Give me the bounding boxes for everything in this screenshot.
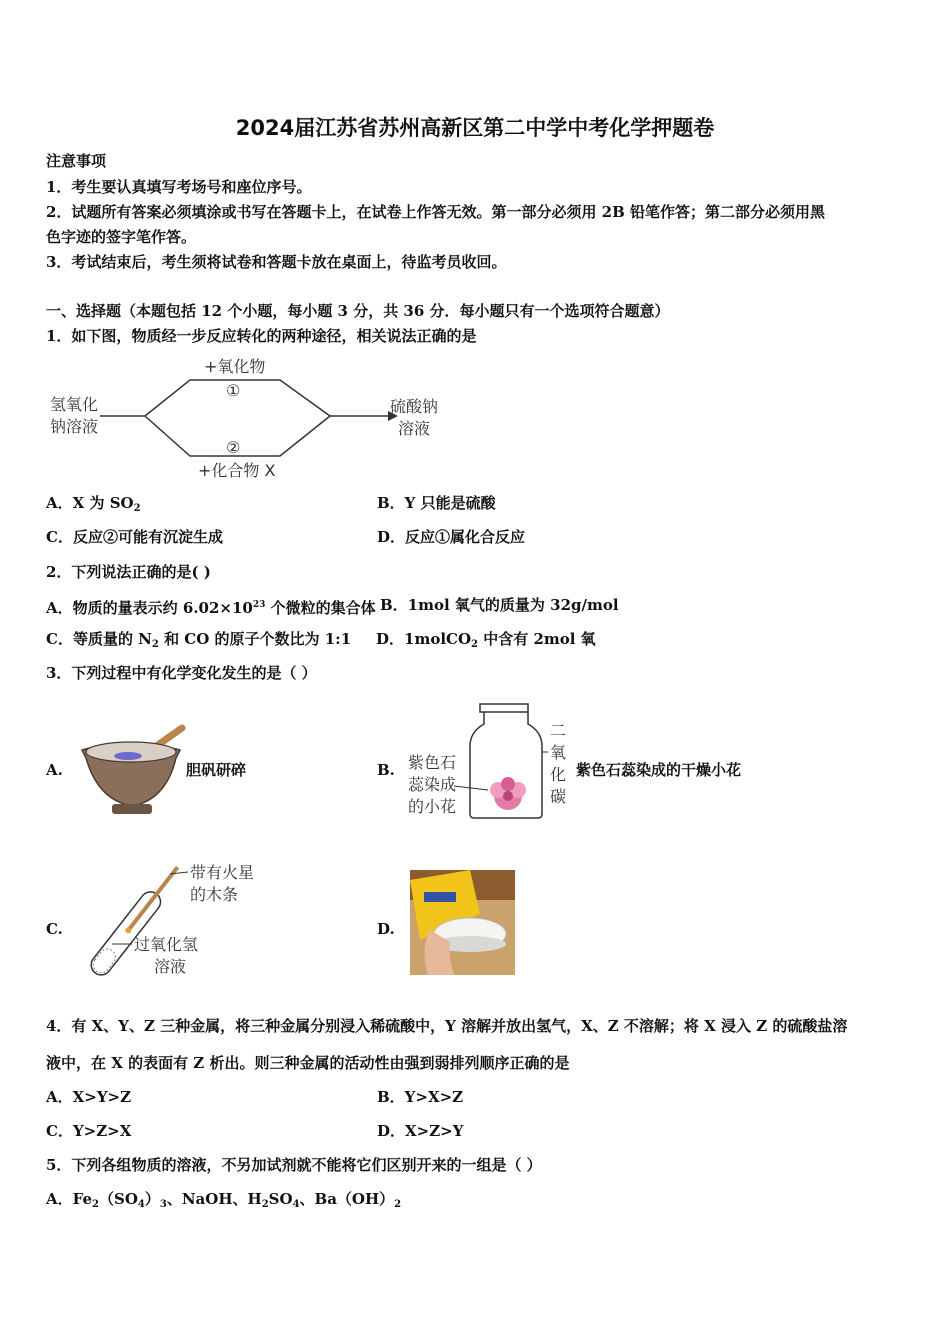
- q5-option-a: A．$Fe_2(SO_4)_3$、NaOH、$H_2SO_4$、$Ba(OH)_2$: [46, 1190, 402, 1210]
- q1-reaction-diagram: [40, 352, 460, 482]
- jar-right-label-2: 氧: [550, 743, 567, 762]
- q1-stem: 1．如下图，物质经一步反应转化的两种途径，相关说法正确的是: [46, 327, 477, 345]
- diagram-end-line2: 溶液: [398, 419, 431, 438]
- jar-right-label-3: 化: [550, 765, 567, 784]
- q5-stem: 5．下列各组物质的溶液，不另加试剂就不能将它们区别开来的一组是（ ）: [46, 1156, 542, 1174]
- q3-option-a-letter: A.: [46, 761, 63, 779]
- q1-option-c: C．反应②可能有沉淀生成: [46, 528, 223, 546]
- tube-bottom-label-2: 溶液: [154, 957, 187, 976]
- q4-option-d: D．X>Z>Y: [377, 1122, 464, 1140]
- test-tube-splint-diagram: [76, 858, 276, 976]
- q2-stem: 2．下列说法正确的是( ): [46, 563, 211, 581]
- q2-option-a: A．物质的量表示约 $6.02\times 10^{23}$ 个微粒的集合体: [46, 599, 376, 617]
- q4-option-c: C．Y>Z>X: [46, 1122, 132, 1140]
- tube-bottom-label-1: 过氧化氢: [134, 935, 199, 954]
- notice-item-2-cont: 色字迹的签字笔作答。: [46, 228, 197, 246]
- q3-option-b-text: 紫色石蕊染成的干燥小花: [576, 761, 742, 779]
- jar-right-label-1: 二: [550, 721, 567, 740]
- q2-option-c: C．等质量的 $N_2$ 和 CO 的原子个数比为 1:1: [46, 630, 352, 650]
- q4-stem-line2: 液中，在 X 的表面有 Z 析出。则三种金属的活动性由强到弱排列顺序正确的是: [46, 1054, 570, 1072]
- q3-stem: 3．下列过程中有化学变化发生的是（ ）: [46, 664, 317, 682]
- diagram-top-num: ①: [226, 381, 241, 400]
- co2-flower-jar-diagram: [402, 700, 577, 822]
- diagram-top-label: +氧化物: [204, 357, 266, 376]
- jar-left-label-2: 蕊染成: [408, 775, 457, 794]
- jar-right-label-4: 碳: [550, 787, 567, 806]
- q3-option-a-text: 胆矾研碎: [186, 761, 247, 779]
- jar-left-label-3: 的小花: [408, 797, 457, 816]
- diagram-bottom-num: ②: [226, 438, 241, 457]
- mortar-pestle-image: [76, 722, 186, 818]
- page-title: 2024届江苏省苏州高新区第二中学中考化学押题卷: [235, 116, 715, 140]
- notice-item-1: 1．考生要认真填写考场号和座位序号。: [46, 178, 312, 196]
- q4-option-a: A．X>Y>Z: [46, 1088, 132, 1106]
- q1-option-b: B．Y 只能是硫酸: [377, 494, 496, 512]
- q3-option-c-letter: C.: [46, 920, 63, 938]
- q1-option-a: A．X 为 $SO_2$: [46, 494, 141, 514]
- q3-option-b-letter: B.: [377, 761, 395, 779]
- notice-item-3: 3．考试结束后，考生须将试卷和答题卡放在桌面上，待监考员收回。: [46, 253, 507, 271]
- q4-stem-line1: 4．有 X、Y、Z 三种金属，将三种金属分别浸入稀硫酸中，Y 溶解并放出氢气，X、Z 不溶解；将 X 浸入 Z 的硫酸盐溶: [46, 1017, 848, 1035]
- diagram-bottom-label: +化合物 X: [198, 461, 276, 480]
- diagram-start-line1: 氢氧化: [50, 395, 99, 414]
- diagram-end-line1: 硫酸钠: [390, 397, 439, 416]
- section-heading: 一、选择题（本题包括 12 个小题，每小题 3 分，共 36 分．每小题只有一个选项符合题意）: [46, 302, 670, 320]
- tube-top-label-2: 的木条: [190, 885, 239, 904]
- q2-option-b: B．1mol 氧气的质量为 32g/mol: [380, 596, 619, 614]
- notice-item-2: 2．试题所有答案必须填涂或书写在答题卡上，在试卷上作答无效。第一部分必须用 2B 铅笔作答；第二部分必须用黑: [46, 203, 826, 221]
- notice-heading: 注意事项: [46, 152, 107, 170]
- q2-option-d: D．1molCO$_2$ 中含有 2mol 氧: [376, 630, 596, 650]
- q3-option-d-letter: D.: [377, 920, 395, 938]
- jar-left-label-1: 紫色石: [408, 753, 457, 772]
- tube-top-label-1: 带有火星: [190, 863, 255, 882]
- q1-option-d: D．反应①属化合反应: [377, 528, 526, 546]
- diagram-start-line2: 钠溶液: [50, 417, 99, 436]
- q4-option-b: B．Y>X>Z: [377, 1088, 464, 1106]
- heat-sealer-photo: [410, 870, 515, 975]
